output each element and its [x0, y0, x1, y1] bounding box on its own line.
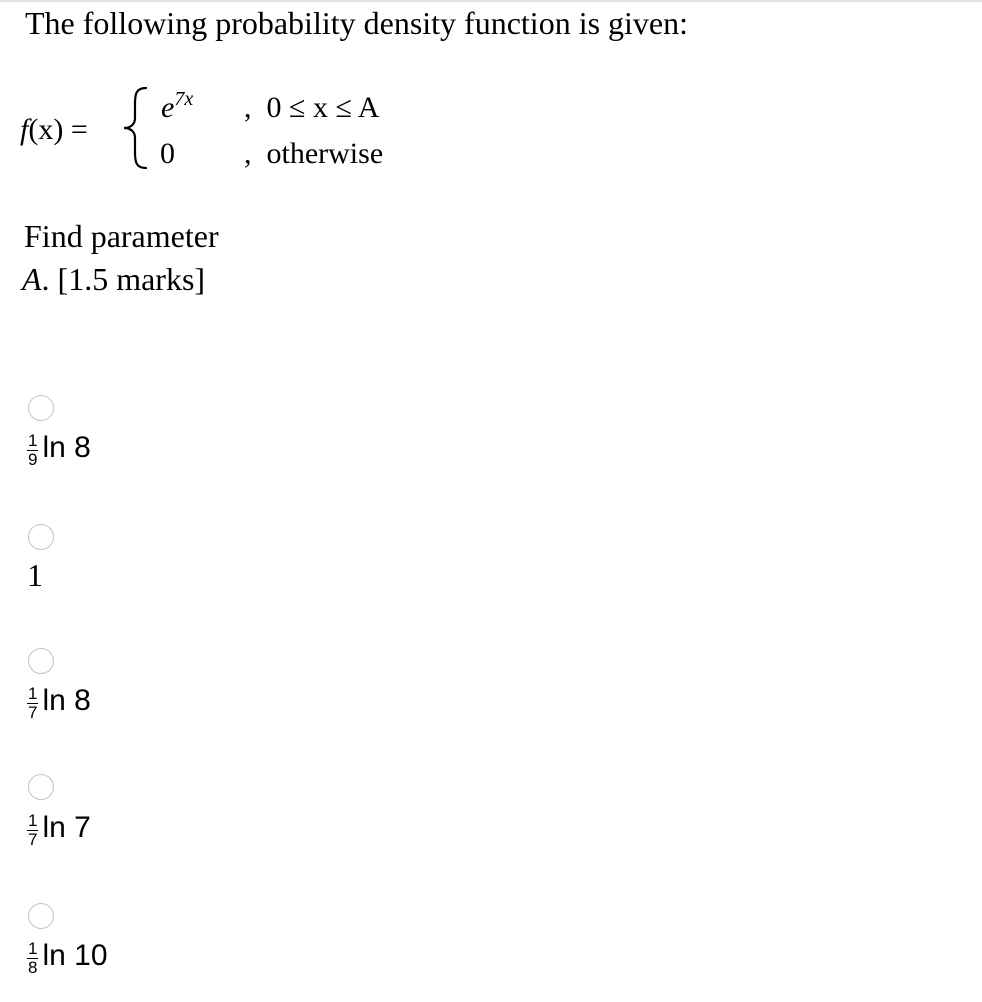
option-1-numerator: 1	[28, 430, 38, 450]
prompt-variable: A	[22, 261, 42, 297]
option-2-radio[interactable]	[28, 524, 54, 550]
option-1-label[interactable]	[27, 428, 91, 468]
option-5-label[interactable]	[27, 936, 108, 976]
case-1-base: e	[161, 91, 175, 124]
case-1-separator: ,	[244, 91, 252, 124]
option-5-fraction	[27, 938, 38, 977]
option-5-expression: ln 10	[42, 939, 108, 972]
case-2-condition	[244, 136, 383, 172]
function-lhs	[20, 110, 88, 150]
option-1-expression: ln 8	[42, 431, 91, 464]
option-5-numerator: 1	[28, 938, 38, 958]
function-argument: (x) =	[28, 113, 88, 146]
option-5-denominator: 8	[28, 957, 38, 977]
option-1-denominator: 9	[28, 449, 38, 469]
prompt-line-1: Find parameter	[24, 218, 219, 254]
question-intro: The following probability density function is given:	[25, 5, 689, 41]
option-4-numerator: 1	[28, 810, 38, 830]
case-2-expression: 0	[160, 137, 175, 170]
option-3-label[interactable]	[27, 681, 91, 721]
option-1-fraction	[27, 430, 38, 469]
option-3-fraction	[27, 683, 38, 722]
option-5-radio[interactable]	[28, 903, 54, 929]
left-brace-icon	[118, 84, 152, 172]
option-1-radio[interactable]	[28, 395, 54, 421]
case-2-condition-text: otherwise	[266, 137, 384, 170]
case-1-expression	[161, 90, 193, 126]
option-3-radio[interactable]	[28, 648, 54, 674]
case-1-condition-text: 0 ≤ x ≤ A	[266, 91, 380, 124]
option-4-label[interactable]	[27, 808, 91, 848]
option-4-denominator: 7	[28, 829, 38, 849]
case-1-exponent: 7x	[174, 88, 194, 110]
option-2-label[interactable]	[27, 555, 43, 595]
case-2-separator: ,	[244, 137, 252, 170]
function-name: f	[20, 113, 29, 146]
option-3-expression: ln 8	[42, 684, 91, 717]
option-3-numerator: 1	[28, 683, 38, 703]
prompt-marks: . [1.5 marks]	[41, 261, 206, 297]
top-divider	[0, 0, 982, 2]
case-1-condition	[244, 90, 379, 126]
option-3-denominator: 7	[28, 702, 38, 722]
option-4-radio[interactable]	[28, 774, 54, 800]
option-2-text: 1	[27, 557, 43, 593]
option-4-fraction	[27, 810, 38, 849]
option-4-expression: ln 7	[42, 811, 91, 844]
prompt-line-2	[22, 259, 205, 299]
